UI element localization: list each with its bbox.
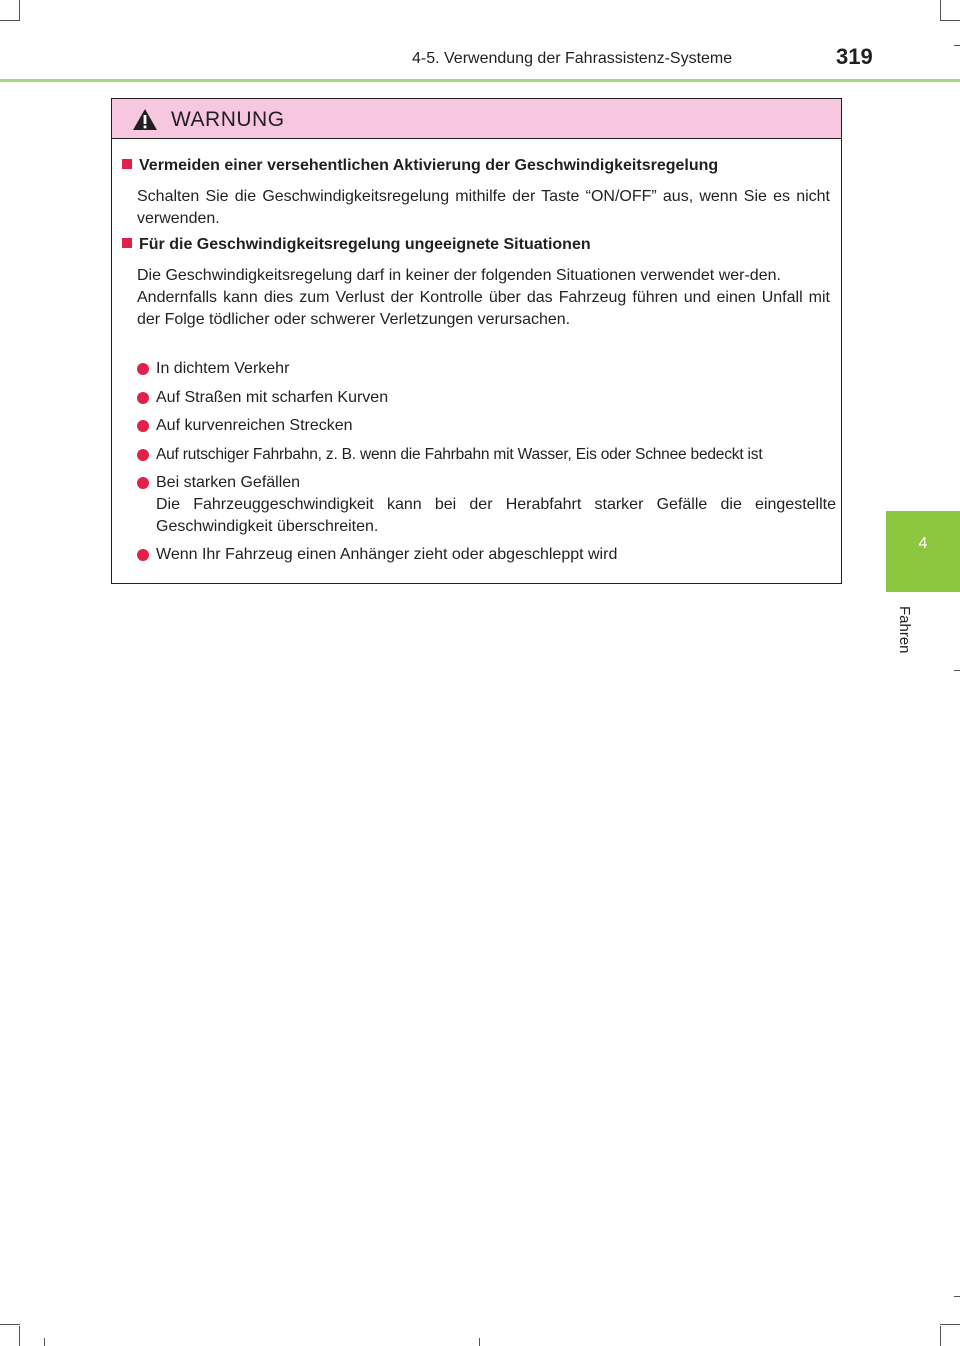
- crop-mark: [940, 1326, 941, 1346]
- chapter-label: Fahren: [896, 606, 913, 654]
- warning-title: WARNUNG: [171, 108, 285, 131]
- warning-triangle-icon: [132, 108, 158, 131]
- crop-mark: [0, 1324, 20, 1325]
- crop-mark: [940, 0, 941, 20]
- list-item: Auf rutschiger Fahrbahn, z. B. wenn die Fahrbahn mit Wasser, Eis oder Schnee bedeckt ist: [137, 444, 836, 466]
- round-bullet-icon: [137, 363, 149, 375]
- chapter-number: 4: [918, 535, 928, 552]
- header-title: 4-5. Verwendung der Fahrassistenz-Systeme: [412, 50, 733, 67]
- list-item: In dichtem Verkehr: [137, 358, 836, 380]
- square-bullet-icon: [122, 159, 132, 169]
- crop-mark: [19, 1326, 20, 1346]
- warning-header: [112, 99, 841, 139]
- list-item: Bei starken Gefällen Die Fahrzeuggeschwindigkeit kann bei der Herabfahrt starker Gefälle die eingestellte Geschwindigkeit überschreiten.: [137, 472, 836, 538]
- crop-mark: [940, 20, 960, 21]
- crop-mark: [954, 670, 960, 671]
- paragraph: Die Geschwindigkeitsregelung darf in keiner der folgenden Situationen verwendet wer-den. Andernfalls kann dies zum Verlust der Kontrolle über das Fahrzeug führen und einen Unfall mit der Folge tödlicher oder schwerer Verletzungen verursachen.: [137, 267, 830, 328]
- list-item: Auf kurvenreichen Strecken: [137, 415, 836, 437]
- chapter-tab: [886, 511, 960, 592]
- list-item: Auf Straßen mit scharfen Kurven: [137, 387, 836, 409]
- list-item: Wenn Ihr Fahrzeug einen Anhänger zieht oder abgeschleppt wird: [137, 544, 836, 566]
- header-rule: [0, 79, 960, 82]
- square-bullet-icon: [122, 238, 132, 248]
- section-heading: Vermeiden einer versehentlichen Aktivierung der Geschwindigkeitsregelung: [122, 157, 718, 175]
- crop-mark: [44, 1338, 45, 1346]
- paragraph: Schalten Sie die Geschwindigkeitsregelung mithilfe der Taste “ON/OFF” aus, wenn Sie es nicht verwenden.: [137, 188, 830, 227]
- round-bullet-icon: [137, 420, 149, 432]
- round-bullet-icon: [137, 449, 149, 461]
- page-number: 319: [836, 44, 873, 69]
- crop-mark: [954, 1296, 960, 1297]
- crop-mark: [479, 1338, 480, 1346]
- round-bullet-icon: [137, 477, 149, 489]
- round-bullet-icon: [137, 549, 149, 561]
- round-bullet-icon: [137, 392, 149, 404]
- crop-mark: [19, 0, 20, 20]
- section-heading: Für die Geschwindigkeitsregelung ungeeignete Situationen: [122, 236, 591, 254]
- crop-mark: [940, 1324, 960, 1325]
- crop-mark: [0, 20, 20, 21]
- warning-box: [111, 98, 842, 584]
- crop-mark: [954, 45, 960, 46]
